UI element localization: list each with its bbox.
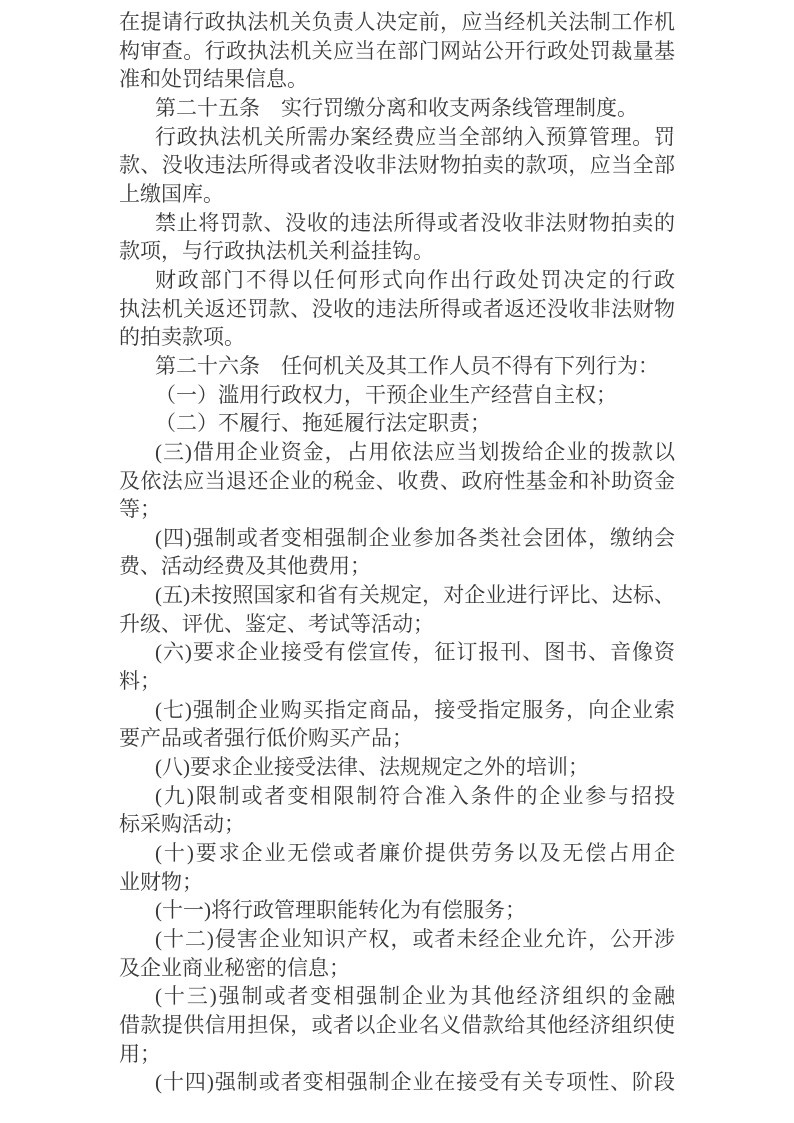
text-line: (八)要求企业接受法律、法规规定之外的培训；	[155, 755, 589, 780]
text-line: (十一)将行政管理职能转化为有偿服务；	[155, 898, 526, 923]
text-line: 构审查。行政执法机关应当在部门网站公开行政处罚裁量基	[119, 38, 675, 63]
text-line: 的拍卖款项。	[119, 325, 245, 350]
text-line: 上缴国库。	[119, 181, 224, 206]
text-line: 财政部门不得以任何形式向作出行政处罚决定的行政	[155, 267, 675, 292]
text-line: 费、活动经费及其他费用；	[119, 554, 371, 579]
text-line: (十四)强制或者变相强制企业在接受有关专项性、阶段	[155, 1070, 675, 1095]
text-line: 及依法应当退还企业的税金、收费、政府性基金和补助资金	[119, 468, 675, 493]
text-line: （二）不履行、拖延履行法定职责；	[155, 411, 491, 436]
text-line: 要产品或者强行低价购买产品；	[119, 726, 413, 751]
text-line: 款、没收违法所得或者没收非法财物拍卖的款项，应当全部	[119, 153, 675, 178]
text-line: (三)借用企业资金，占用依法应当划拨给企业的拨款以	[155, 439, 675, 464]
text-line: 升级、评优、鉴定、考试等活动；	[119, 611, 434, 636]
text-line: 借款提供信用担保，或者以企业名义借款给其他经济组织使	[119, 1012, 675, 1037]
text-line: (十二)侵害企业知识产权，或者未经企业允许，公开涉	[155, 927, 675, 951]
text-line: (四)强制或者变相强制企业参加各类社会团体，缴纳会	[155, 525, 675, 550]
text-line: 执法机关返还罚款、没收的违法所得或者返还没收非法财物	[119, 296, 675, 321]
text-line: 禁止将罚款、没收的违法所得或者没收非法财物拍卖的	[155, 210, 675, 235]
text-line: 在提请行政执法机关负责人决定前，应当经机关法制工作机	[119, 10, 675, 34]
text-line: 第二十五条 实行罚缴分离和收支两条线管理制度。	[155, 95, 638, 120]
document-text	[119, 8, 675, 1097]
text-line: 标采购活动；	[119, 812, 245, 837]
text-line: (十三)强制或者变相强制企业为其他经济组织的金融	[155, 984, 675, 1009]
text-line: 用；	[119, 1041, 161, 1066]
text-line: (七)强制企业购买指定商品，接受指定服务，向企业索	[155, 697, 675, 722]
text-line: 准和处罚结果信息。	[119, 67, 308, 92]
text-line: 业财物；	[119, 869, 203, 894]
text-line: (九)限制或者变相限制符合准入条件的企业参与招投	[155, 783, 675, 808]
text-line: 款项，与行政执法机关利益挂钩。	[119, 239, 434, 264]
text-line: （一）滥用行政权力，干预企业生产经营自主权；	[155, 382, 617, 407]
text-line: (五)未按照国家和省有关规定，对企业进行评比、达标、	[155, 583, 675, 608]
text-line: (十)要求企业无偿或者廉价提供劳务以及无偿占用企	[155, 841, 675, 866]
text-line: 及企业商业秘密的信息；	[119, 955, 350, 980]
text-line: 料；	[119, 669, 161, 694]
text-line: (六)要求企业接受有偿宣传，征订报刊、图书、音像资	[155, 640, 675, 665]
text-line: 等；	[119, 497, 161, 522]
text-line: 行政执法机关所需办案经费应当全部纳入预算管理。罚	[155, 124, 675, 149]
text-line: 第二十六条 任何机关及其工作人员不得有下列行为：	[155, 353, 659, 378]
